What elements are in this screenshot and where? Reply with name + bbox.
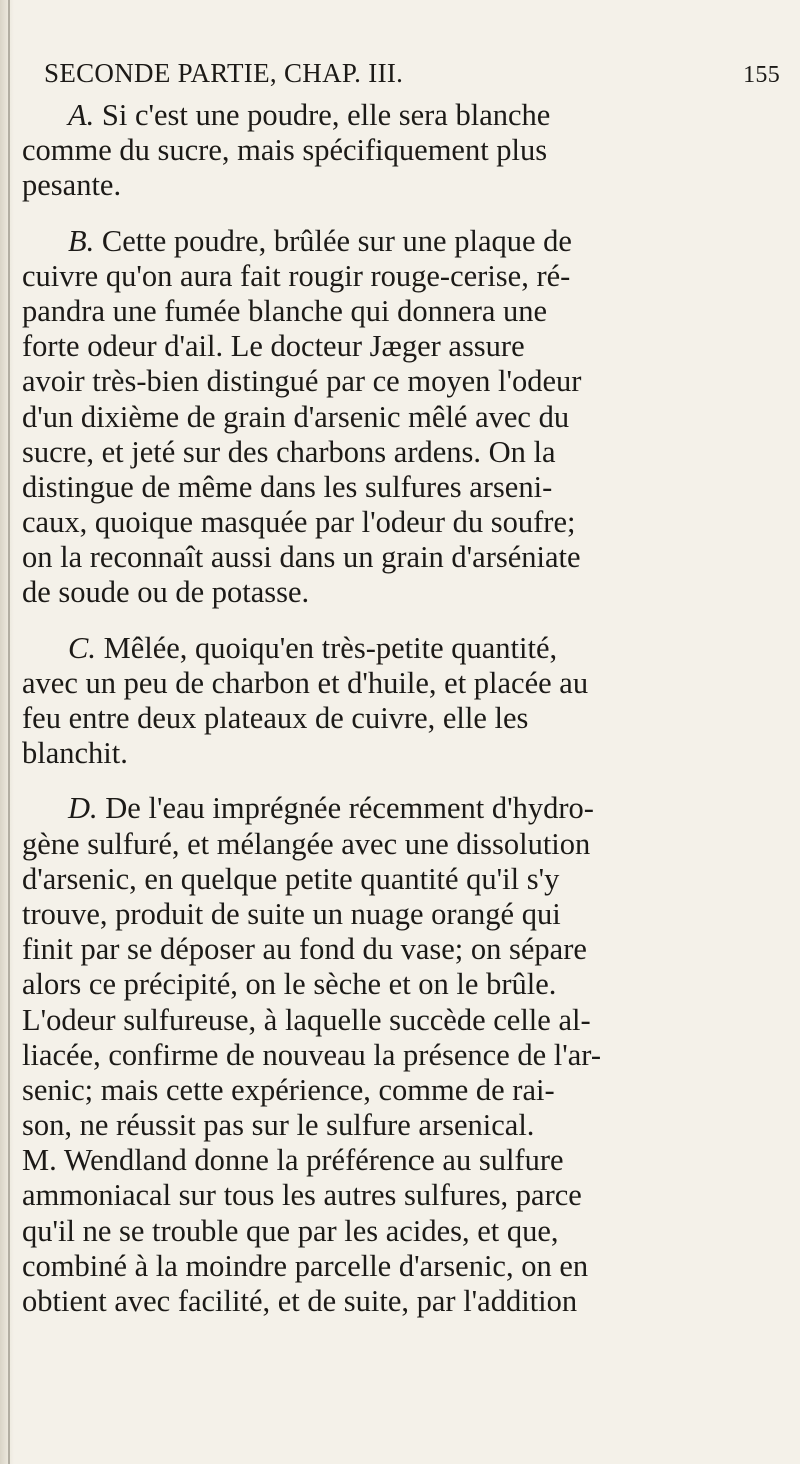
paragraph-label: A. (68, 98, 95, 132)
text-line: d'un dixième de grain d'arsenic mêlé avec du (22, 399, 570, 434)
paragraph-label: C. (68, 630, 96, 665)
paragraph-c (22, 631, 782, 772)
text-line: B. Cette poudre, brûlée sur une plaque de (68, 223, 572, 258)
text-line: blanchit. (22, 736, 128, 771)
text-line: sucre, et jeté sur des charbons ardens. On la (22, 434, 556, 469)
text-line: C. Mêlée, quoiqu'en très-petite quantité, (68, 630, 558, 665)
text-line: d'arsenic, en quelque petite quantité qu'il s'y (22, 861, 560, 896)
text-line: alors ce précipité, on le sèche et on le brûle. (22, 967, 557, 1002)
text-line: finit par se déposer au fond du vase; on sépare (22, 932, 587, 967)
text-line: forte odeur d'ail. Le docteur Jæger assure (22, 329, 525, 364)
page-number: 155 (743, 62, 780, 88)
paragraph-a (22, 98, 782, 204)
paragraph-label: B. (68, 223, 95, 258)
text-line: pesante. (22, 168, 122, 203)
running-head-title: SECONDE PARTIE, CHAP. III. (44, 58, 404, 88)
text-line: D. De l'eau imprégnée récemment d'hydro- (68, 791, 594, 826)
text-line: senic; mais cette expérience, comme de rai- (22, 1072, 555, 1107)
text-line: distingue de même dans les sulfures arseni- (22, 469, 553, 504)
paragraph-d (22, 791, 782, 1319)
text-line: comme du sucre, mais spécifiquement plus (22, 133, 548, 168)
text-line: ammoniacal sur tous les autres sulfures, parce (22, 1178, 582, 1213)
running-head (44, 58, 782, 94)
text-line: gène sulfuré, et mélangée avec une dissolution (22, 826, 591, 861)
text-line: avoir très-bien distingué par ce moyen l'odeur (22, 364, 582, 399)
paragraph-label: D. (68, 791, 98, 826)
text-line: L'odeur sulfureuse, à laquelle succède celle al- (22, 1002, 591, 1037)
text-line: pandra une fumée blanche qui donnera une (22, 293, 548, 328)
text-line: qu'il ne se trouble que par les acides, et que, (22, 1213, 559, 1248)
text-line: obtient avec facilité, et de suite, par l'addition (22, 1284, 578, 1318)
text-line: trouve, produit de suite un nuage orangé qui (22, 896, 561, 931)
text-line: M. Wendland donne la préférence au sulfure (22, 1143, 564, 1178)
text-line: feu entre deux plateaux de cuivre, elle les (22, 701, 529, 735)
text-line: combiné à la moindre parcelle d'arsenic, on en (22, 1248, 589, 1283)
text-line: son, ne réussit pas sur le sulfure arsenical. (22, 1108, 535, 1143)
text-line: caux, quoique masquée par l'odeur du soufre; (22, 505, 576, 540)
text-line: cuivre qu'on aura fait rougir rouge-cerise, ré- (22, 258, 571, 293)
text-line: A. Si c'est une poudre, elle sera blanche (68, 98, 551, 132)
text-line: avec un peu de charbon et d'huile, et placée au (22, 665, 589, 700)
text-line: liacée, confirme de nouveau la présence de l'ar- (22, 1037, 601, 1072)
binding-line (8, 0, 10, 1464)
binding-edge (0, 0, 14, 1464)
text-line: on la reconnaît aussi dans un grain d'arséniate (22, 540, 581, 575)
text-line: de soude ou de potasse. (22, 575, 310, 610)
book-page (22, 58, 782, 1339)
paragraph-b (22, 224, 782, 611)
